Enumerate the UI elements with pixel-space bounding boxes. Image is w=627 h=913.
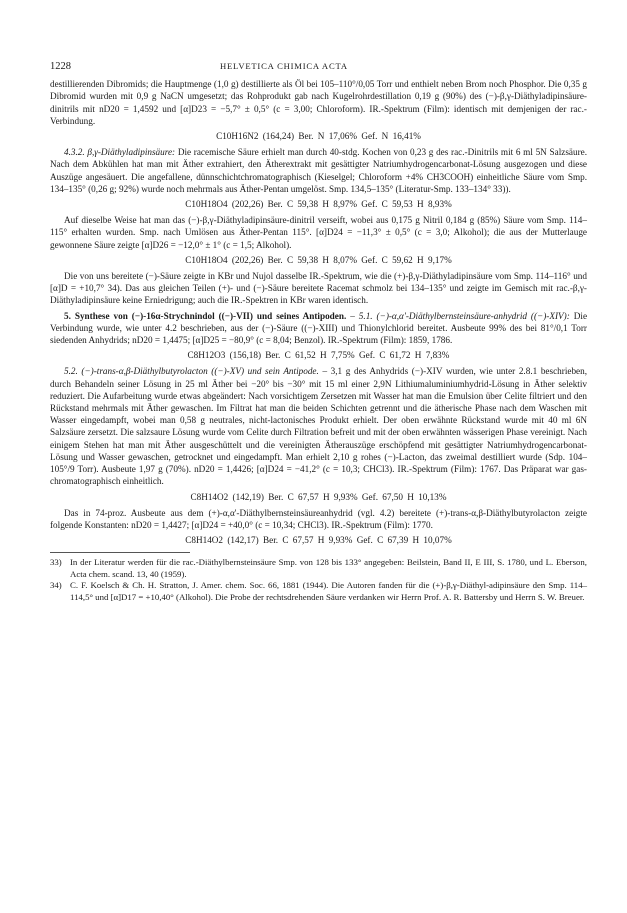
- footnote-text: C. F. Koelsch & Ch. H. Stratton, J. Amer. chem. Soc. 66, 1881 (1944). Die Autoren fanden für die (+)-β,γ-Diäthyl-adipinsäure den Smp. 114–114,5° und [α]D17 = +10,40° (Alkohol). Die Probe der rechtsdrehenden Säure verdanken wir Herrn Prof. A. R. Battersby und Herrn S. W. Breuer.: [70, 580, 587, 602]
- paragraph-lacton: Das in 74-proz. Ausbeute aus dem (+)-α,α'-Diäthylbernsteinsäureanhydrid (vgl. 4.2) bereitete (+)-trans-α,β-Diäthylbutyrolacton zeigte folgende Konstanten: nD20 = 1,4427; [α]D24 = +40,0° (c = 10,34; CHCl3). IR.-Spektrum (Film): 1770.: [50, 507, 587, 530]
- section-text: – 3,1 g des Anhydrids (−)-XIV wurden, wie unter 2.8.1 beschrieben, durch Behandeln seiner Lösung in 25 ml Äther bei −20° bis −30° mit 15 ml einer 2,9N Lithiumaluminiumhydrid-Lösung in Äther selektiv reduziert. Die Aufarbeitung wurde etwas abgeändert: Nach vorsichtigem Zersetzen mit Wasser hat man die Emulsion über Celite filtriert und den Rückstand mehrmals mit Äther gewaschen. Im Filtrat hat man die beiden Schichten getrennt und die ätherische Phase nach dem Waschen mit Wasser eingedampft, wobei man 0,58 g neutrales, nicht-lactonisches Produkt erhielt. Der oben erwähnte Rückstand wurde mit 40 ml 6N Salzsäure zersetzt. Die salzsaure Lösung wurde vom Celite durch Filtration befreit und mit der oben erwähnten wässerigen Phase vereinigt. Nach einigem Stehen hat man mit Äther ausgeschüttelt und die vereinigten Ätherauszüge erschöpfend mit gesättigter Natriumhydrogencarbonat-Lösung und Wasser gewaschen, getrocknet und eingedampft. Man erhielt 2,10 g rohes (−)-Lacton, das zweimal destilliert wurde (Sdp. 104–105°/9 Torr). Ausbeute 1,97 g (70%). nD20 = 1,4426; [α]D24 = −41,2° (c = 10,3; CHCl3). IR.-Spektrum (Film): 1767. Das Präparat war gas-chromatographisch einheitlich.: [50, 366, 588, 487]
- paragraph-saponification: Auf dieselbe Weise hat man das (−)-β,γ-Diäthyladipinsäure-dinitril verseift, wobei aus 0,175 g Nitril 0,184 g (85%) Säure vom Smp. 114–115° erhalten wurden. Smp. nach Umlösen aus Äther-Pentan 115°. [α]D24 = −11,3° ± 0,5° (c = 3,0; Alkohol); die aus der Mutterlauge gewonnene Säure zeigte [α]D26 = −12,0° ± 1° (c = 1,5; Alkohol).: [50, 215, 587, 250]
- section-5-2: [50, 365, 587, 487]
- formula-line: C10H18O4 (202,26) Ber. C 59,38 H 8,97% Gef. C 59,53 H 8,93%: [185, 199, 452, 210]
- formula-line: C8H12O3 (156,18) Ber. C 61,52 H 7,75% Gef. C 61,72 H 7,83%: [187, 350, 450, 361]
- section-4-3-2: [50, 146, 587, 195]
- subsection-title: – 5.1. (−)-α,α'-Diäthylbernsteinsäure-anhydrid ((−)-XIV):: [350, 310, 570, 321]
- formula-line: C10H16N2 (164,24) Ber. N 17,06% Gef. N 16,41%: [216, 131, 421, 142]
- section-text: Die Verbindung wurde, wie unter 4.2 beschrieben, aus der (−)-Säure ((−)-XIII) und Thionylchlorid bereitet. Ausbeute 99% des bei 81°/0,1 Torr siedenden Anhydrids; nD20 = 1,4475; [α]D25 = −80,9° (c = 8,04; Benzol). IR.-Spektrum (Film): 1859, 1786.: [50, 310, 588, 346]
- footnotes: [50, 557, 587, 603]
- paragraph-ir-comparison: Die von uns bereitete (−)-Säure zeigte in KBr und Nujol dasselbe IR.-Spektrum, wie die (+)-β,γ-Diäthyladipinsäure vom Smp. 114–116° und [α]D = +10,7° 34). Das aus gleichen Teilen (+)- und (−)-Säure bereitete Racemat schmolz bei 134–135° und zeigte im Gemisch mit rac.-β,γ-Diäthyladipinsäure keine Erniedrigung; auch die IR.-Spektren in KBr waren identisch.: [50, 271, 587, 306]
- section-title: 4.3.2. β,γ-Diäthyladipinsäure:: [64, 147, 176, 158]
- footnote: [50, 557, 587, 580]
- formula-line: C10H18O4 (202,26) Ber. C 59,38 H 8,07% Gef. C 59,62 H 9,17%: [185, 254, 452, 265]
- section-5: [50, 310, 587, 347]
- footnote: [50, 580, 587, 603]
- footnote-text: In der Literatur werden für die rac.-Diäthylbernsteinsäure Smp. von 128 bis 133° angegeben: Beilstein, Band II, E III, S. 1780, und L. Eberson, Acta chem. scand. 13, 40 (1959).: [70, 557, 587, 579]
- footnote-divider: [50, 552, 190, 553]
- journal-title: HELVETICA CHIMICA ACTA: [220, 61, 348, 71]
- page-header: [50, 60, 587, 73]
- footnote-number: 33): [50, 557, 62, 568]
- subsection-title: 5.2. (−)-trans-α,β-Diäthylbutyrolacton ((−)-XV) und sein Antipode.: [64, 366, 319, 377]
- formula-line: C8H14O2 (142,19) Ber. C 67,57 H 9,93% Gef. 67,50 H 10,13%: [190, 491, 447, 502]
- page-number: 1228: [50, 61, 71, 72]
- section-heading: 5. Synthese von (−)-16α-Strychnindol ((−)-VII) und seines Antipoden.: [64, 310, 347, 321]
- section-text: Die racemische Säure erhielt man durch 40-stdg. Kochen von 0,23 g des rac.-Dinitrils mit 6 ml 5N Salzsäure. Nach dem Abkühlen hat man mit Äther extrahiert, den Ätherextrakt mit gesättigter Natriumhydrogencarbonat-Lösung ausgezogen und diese Auszüge angesäuert. Die angefallene, dünnschichtchromatographisch (Kieselgel; Chloroform +4% CH3COOH) einheitliche Säure vom Smp. 134–135° (0,26 g; 92%) wurde noch mehrmals aus Äther-Pentan umgelöst. Smp. 134,5–135° (Literatur-Smp. 133–134° 33)).: [50, 147, 588, 194]
- paragraph-dibromid: destillierenden Dibromids; die Hauptmenge (1,0 g) destillierte als Öl bei 105–110°/0,05 Torr und enthielt neben Brom noch Phosphor. Die 0,35 g Dibromid wurden mit 0,9 g NaCN umgesetzt; das Rohprodukt gab nach Kugelrohrdestillation 0,19 g (90%) des (−)-β,γ-Diäthyladipinsäure-dinitrils mit nD20 = 1,4592 und [α]D23 = −5,7° ± 0,5° (c = 3,00; Chloroform). IR.-Spektrum (Film): identisch mit demjenigen der rac.-Verbindung.: [50, 79, 587, 126]
- formula-line: C8H14O2 (142,17) Ber. C 67,57 H 9,93% Gef. C 67,39 H 10,07%: [185, 535, 452, 546]
- footnote-number: 34): [50, 580, 62, 591]
